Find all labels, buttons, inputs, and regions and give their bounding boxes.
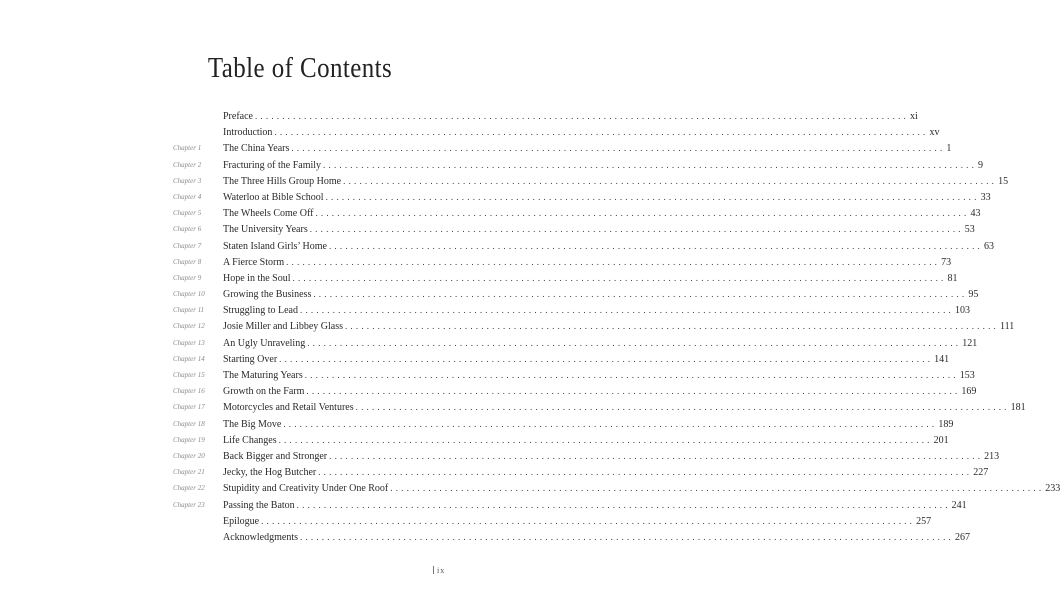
entry-title: Waterloo at Bible School: [223, 191, 324, 203]
toc-entry: [0, 124, 940, 140]
entry-page-number: 1: [946, 143, 952, 155]
entry-page-number: 189: [938, 418, 954, 430]
toc-entry: [0, 302, 970, 318]
toc-entry: [0, 318, 1015, 334]
toc-entry: [0, 399, 1026, 415]
entry-title: An Ugly Unraveling: [223, 337, 306, 349]
entry-page-number: 81: [947, 272, 958, 284]
page-folio: [433, 566, 445, 575]
page-title: Table of Contents: [207, 52, 393, 84]
toc-entry-line: [223, 464, 989, 481]
toc-entry: [0, 189, 991, 205]
entry-title: A Fierce Storm: [223, 256, 285, 268]
toc-entry-line: [223, 124, 940, 141]
entry-title: The Maturing Years: [223, 370, 303, 381]
entry-page-number: 63: [983, 240, 994, 252]
toc-entry: [0, 108, 918, 124]
toc-entry-line: [223, 399, 1026, 416]
entry-title: Hope in the Soul: [223, 272, 291, 284]
toc-entry-line: [223, 238, 994, 255]
entry-page-number: 95: [968, 289, 979, 301]
toc-entry: [0, 140, 952, 156]
entry-title: Fracturing of the Family: [223, 159, 322, 171]
toc-entry: [0, 416, 954, 432]
chapter-label: Chapter 14: [173, 354, 205, 363]
entry-title: The China Years: [223, 143, 290, 155]
dot-leader: ........................................................................................................................: [283, 418, 938, 429]
entry-page-number: 73: [941, 256, 952, 268]
dot-leader: ........................................................................................................................: [313, 289, 968, 300]
dot-leader: ........................................................................................................................: [279, 353, 934, 364]
entry-page-number: 257: [916, 515, 932, 527]
dot-leader: ........................................................................................................................: [329, 450, 984, 461]
chapter-label: Chapter 22: [173, 484, 205, 493]
toc-entry: [0, 513, 932, 529]
chapter-label: Chapter 19: [173, 435, 205, 444]
toc-entry-line: [223, 335, 978, 352]
toc-entry-line: [223, 254, 952, 271]
toc-entry-line: [223, 513, 932, 530]
toc-entry-line: [223, 286, 979, 303]
dot-leader: ........................................................................................................................: [274, 127, 929, 138]
toc-entry-line: [223, 108, 918, 125]
toc-entry-line: [223, 480, 1060, 497]
toc-entry-line: [223, 173, 1009, 190]
toc-entry-line: [223, 383, 977, 400]
entry-title: Growth on the Farm: [223, 386, 305, 398]
toc-entry-line: [223, 302, 970, 319]
toc-entry: [0, 221, 975, 237]
dot-leader: ........................................................................................................................: [315, 208, 970, 219]
chapter-label: Chapter 10: [173, 290, 205, 299]
dot-leader: ........................................................................................................................: [328, 240, 983, 251]
entry-page-number: 15: [998, 175, 1009, 187]
toc-entry: [0, 480, 1060, 496]
entry-title: Epilogue: [223, 515, 260, 527]
toc-entry: [0, 383, 977, 399]
chapter-label: Chapter 16: [173, 387, 205, 396]
toc-entry-line: [223, 221, 975, 238]
toc-entry: [0, 351, 950, 367]
entry-page-number: 141: [934, 353, 950, 365]
entry-title: The Wheels Come Off: [223, 208, 314, 220]
dot-leader: ........................................................................................................................: [278, 434, 933, 445]
dot-leader: ........................................................................................................................: [355, 402, 1010, 413]
chapter-label: Chapter 8: [173, 257, 202, 266]
entry-title: Introduction: [223, 127, 273, 139]
entry-page-number: 227: [973, 467, 989, 479]
chapter-label: Chapter 7: [173, 241, 202, 250]
toc-entry: [0, 238, 994, 254]
dot-leader: ........................................................................................................................: [292, 272, 947, 283]
entry-title: Josie Miller and Libbey Glass: [223, 321, 343, 333]
dot-leader: ........................................................................................................................: [309, 224, 964, 235]
dot-leader: ........................................................................................................................: [307, 337, 962, 348]
entry-title: The Three Hills Group Home: [223, 175, 342, 187]
entry-page-number: 33: [980, 191, 991, 203]
toc-entry: [0, 335, 978, 351]
toc-entry: [0, 254, 952, 270]
toc-entry-line: [223, 189, 991, 206]
entry-title: The University Years: [223, 224, 308, 236]
entry-page-number: 233: [1045, 483, 1060, 495]
entry-page-number: 267: [955, 531, 970, 543]
folio-separator: [433, 566, 434, 574]
toc-entry: [0, 286, 979, 302]
dot-leader: ........................................................................................................................: [261, 515, 916, 526]
entry-title: Motorcycles and Retail Ventures: [223, 402, 354, 414]
entry-title: Staten Island Girls’ Home: [223, 240, 327, 252]
entry-title: Back Bigger and Stronger: [223, 450, 328, 462]
dot-leader: ........................................................................................................................: [291, 143, 946, 154]
dot-leader: ........................................................................................................................: [304, 370, 959, 380]
entry-title: Struggling to Lead: [223, 305, 298, 317]
toc-entry: [0, 270, 958, 286]
chapter-label: Chapter 5: [173, 209, 202, 218]
toc-entry-line: [223, 140, 952, 157]
chapter-label: Chapter 4: [173, 192, 202, 201]
toc-entry: [0, 157, 984, 173]
toc-entry: [0, 464, 989, 480]
entry-title: Passing the Baton: [223, 499, 295, 511]
dot-leader: ........................................................................................................................: [318, 467, 973, 478]
toc-entry: [0, 367, 975, 383]
entry-page-number: 213: [984, 450, 1000, 462]
dot-leader: ........................................................................................................................: [286, 256, 941, 267]
chapter-label: Chapter 1: [173, 144, 202, 153]
toc-entry: [0, 432, 949, 448]
entry-title: The Big Move: [223, 418, 282, 430]
dot-leader: ........................................................................................................................: [300, 531, 954, 542]
entry-title: Preface: [223, 111, 253, 122]
entry-title: Stupidity and Creativity Under One Roof: [223, 483, 389, 495]
chapter-label: Chapter 15: [173, 371, 205, 379]
toc-entry-line: [223, 351, 950, 368]
entry-page-number: xv: [929, 127, 940, 139]
chapter-label: Chapter 23: [173, 500, 205, 509]
chapter-label: Chapter 11: [173, 306, 205, 315]
entry-page-number: xi: [909, 111, 918, 122]
entry-title: Acknowledgments: [223, 531, 298, 543]
toc-entry-line: [223, 318, 1015, 335]
dot-leader: ........................................................................................................................: [254, 111, 909, 121]
entry-page-number: 43: [970, 208, 981, 220]
toc-entry-line: [223, 529, 970, 546]
entry-title: Starting Over: [223, 353, 278, 365]
entry-page-number: 169: [961, 386, 977, 398]
chapter-label: Chapter 6: [173, 225, 202, 234]
entry-title: Life Changes: [223, 434, 277, 446]
toc-entry: [0, 173, 1009, 189]
dot-leader: ........................................................................................................................: [306, 386, 961, 397]
chapter-label: Chapter 18: [173, 419, 205, 428]
chapter-label: Chapter 13: [173, 338, 205, 347]
entry-page-number: 111: [999, 321, 1015, 333]
toc-entry-line: [223, 157, 984, 174]
dot-leader: ........................................................................................................................: [344, 321, 999, 332]
chapter-label: Chapter 2: [173, 160, 202, 169]
dot-leader: ........................................................................................................................: [323, 159, 978, 170]
chapter-label: Chapter 12: [173, 322, 205, 331]
toc-entry: [0, 529, 970, 545]
entry-page-number: 181: [1010, 402, 1026, 414]
dot-leader: ........................................................................................................................: [390, 483, 1045, 494]
toc-entry: [0, 205, 981, 221]
toc-entry: [0, 497, 967, 513]
entry-page-number: 121: [962, 337, 978, 349]
chapter-label: Chapter 17: [173, 403, 205, 412]
entry-title: Jecky, the Hog Butcher: [223, 467, 317, 479]
toc-entry-line: [223, 367, 975, 384]
toc-entry-line: [223, 416, 954, 433]
entry-title: Growing the Business: [223, 289, 312, 301]
chapter-label: Chapter 21: [173, 468, 205, 477]
toc-entry-line: [223, 448, 1000, 465]
toc-entry-line: [223, 270, 958, 287]
page-number: ix: [437, 566, 446, 575]
entry-page-number: 103: [955, 305, 970, 317]
toc-entry-line: [223, 205, 981, 222]
chapter-label: Chapter 20: [173, 451, 205, 460]
entry-page-number: 9: [978, 159, 984, 171]
toc-entry-line: [223, 432, 949, 449]
chapter-label: Chapter 3: [173, 176, 202, 185]
dot-leader: ........................................................................................................................: [343, 175, 998, 186]
chapter-label: Chapter 9: [173, 273, 202, 282]
entry-page-number: 53: [964, 224, 975, 236]
toc-entry-line: [223, 497, 967, 514]
entry-page-number: 201: [933, 434, 949, 446]
dot-leader: ........................................................................................................................: [296, 499, 951, 510]
dot-leader: ........................................................................................................................: [300, 305, 954, 316]
dot-leader: ........................................................................................................................: [325, 191, 980, 202]
entry-page-number: 153: [959, 370, 975, 381]
entry-page-number: 241: [951, 499, 967, 511]
toc-entry: [0, 448, 1000, 464]
table-of-contents: [0, 108, 1060, 545]
